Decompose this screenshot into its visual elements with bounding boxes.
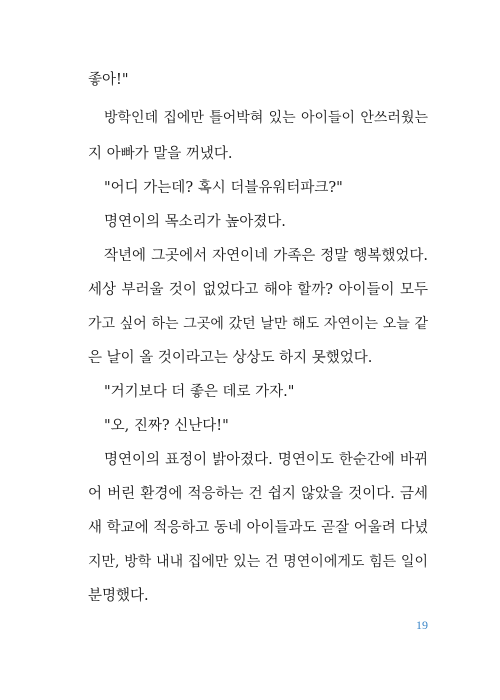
text-line: 방학인데 집에만 틀어박혀 있는 아이들이 안쓰러웠는 [104, 110, 428, 126]
text-line: "거기보다 더 좋은 데로 가자." [104, 384, 295, 400]
text-line: 은 날이 올 것이라고는 상상도 하지 못했었다. [88, 350, 373, 366]
text-line: 명연이의 목소리가 높아졌다. [104, 214, 286, 230]
text-line: 작년에 그곳에서 자연이네 가족은 정말 행복했었다. [104, 248, 428, 264]
text-line: 지 아빠가 말을 꺼냈다. [88, 146, 233, 162]
text-line: 명연이의 표정이 밝아졌다. 명연이도 한순간에 바뀌 [104, 452, 428, 468]
text-line: 지만, 방학 내내 집에만 있는 건 명연이에게도 힘든 일이 [88, 554, 428, 570]
text-line: 좋아!" [88, 72, 129, 88]
text-line: 새 학교에 적응하고 동네 아이들과도 곧잘 어울려 다녔 [88, 520, 429, 536]
page-number: 19 [416, 618, 428, 632]
text-line: 가고 싶어 하는 그곳에 갔던 날만 해도 자연이는 오늘 같 [88, 316, 428, 332]
text-line: 분명했다. [88, 588, 149, 604]
text-line: 어 버린 환경에 적응하는 건 쉽지 않았을 것이다. 금세 [88, 486, 428, 502]
text-line: "어디 가는데? 혹시 더블유워터파크?" [104, 180, 343, 196]
text-line: 세상 부러울 것이 없었다고 해야 할까? 아이들이 모두 [88, 282, 428, 298]
text-line: "오, 진짜? 신난다!" [104, 418, 229, 434]
